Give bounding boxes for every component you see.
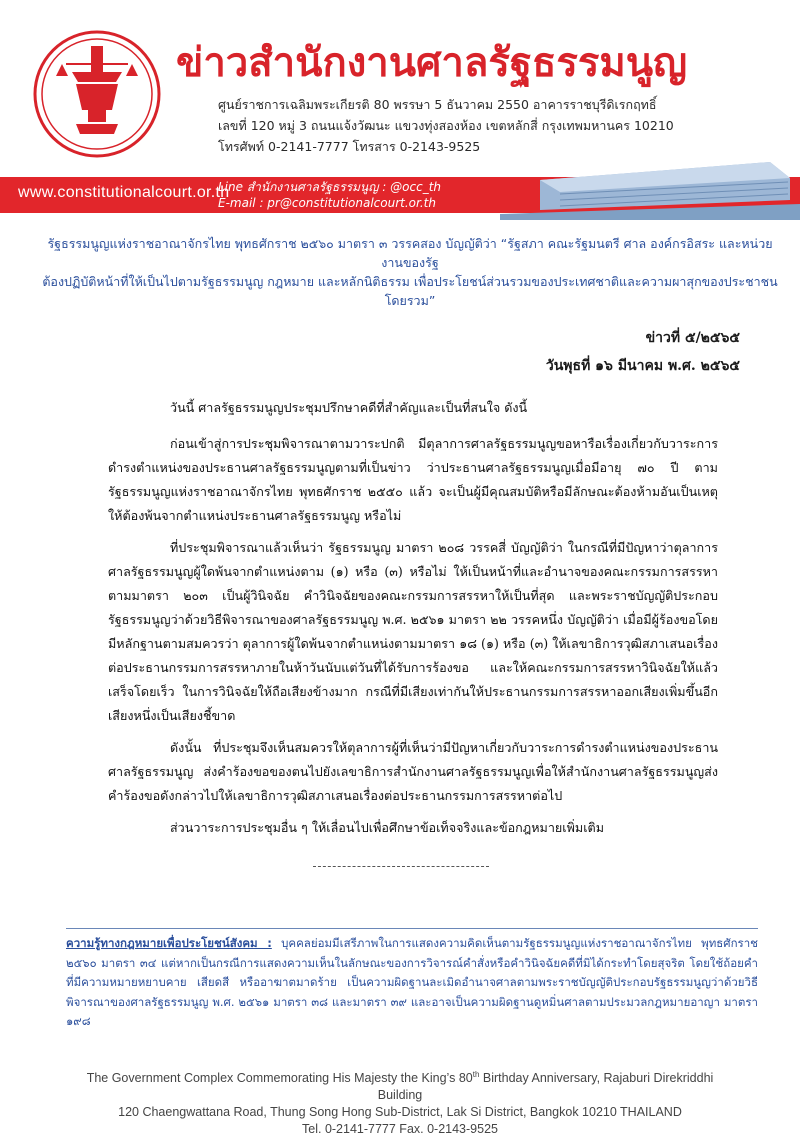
email-address[interactable]: E-mail : pr@constitutionalcourt.or.th xyxy=(218,196,436,210)
section-divider xyxy=(313,866,489,867)
body-paragraph-5: ส่วนวาระการประชุมอื่น ๆ ให้เลื่อนไปเพื่อศึกษาข้อเท็จจริงและข้อกฎหมายเพิ่มเติม xyxy=(170,820,604,835)
footer-line-1-a: The Government Complex Commemorating His Majesty the King’s 80 xyxy=(86,1071,473,1086)
news-number: ข่าวที่ ๕/๒๕๖๕ xyxy=(645,330,740,346)
body-paragraph-2: ก่อนเข้าสู่การประชุมพิจารณาตามวาระปกติ มีตุลาการศาลรัฐธรรมนูญขอหารือเรื่องเกี่ยวกับวาระการดำรงตำแหน่งของประธานศาลรัฐธรรมนูญตามที่เป็นข่าว ว่าประธานศาลรัฐธรรมนูญเมื่อมีอายุ ๗๐ ปี ตามรัฐธรรมนูญแห่งราชอาณาจักรไทย พุทธศักราช ๒๕๕๐ แล้ว จะเป็นผู้มีคุณสมบัติหรือมีลักษณะต้องห้ามอันเป็นเหตุให้ต้องพ้นจากตำแหน่งประธานศาลรัฐธรรมนูญ หรือไม่ xyxy=(108,436,718,523)
footer-line-1 xyxy=(70,1066,730,1104)
address-line-1: ศูนย์ราชการเฉลิมพระเกียรติ 80 พรรษา 5 ธันวาคม 2550 อาคารราชบุรีดิเรกฤทธิ์ xyxy=(218,97,657,112)
footer-line-3: Tel. 0-2141-7777 Fax. 0-2143-9525 xyxy=(302,1122,498,1137)
court-building-image xyxy=(500,140,800,220)
news-body xyxy=(108,396,718,848)
footnote-text: บุคคลย่อมมีเสรีภาพในการแสดงความคิดเห็นตามรัฐธรรมนูญแห่งราชอาณาจักรไทย พุทธศักราช ๒๕๖๐ มาตรา ๓๔ แต่หากเป็นกรณีการแสดงความเห็นในลักษณะของการวิจารณ์คำสั่งหรือคำวินิจฉัยคดีที่มิได้กระทำโดยสุจริต โดยใช้ถ้อยคำที่มีความหมายหยาบคาย เสียดสี หรืออาฆาตมาดร้าย เป็นความผิดฐานละเมิดอำนาจศาลตามพระราชบัญญัติประกอบรัฐธรรมนูญว่าด้วยวิธีพิจารณาของศาลรัฐธรรมนูญ พ.ศ. ๒๕๖๑ มาตรา ๓๘ และมาตรา ๓๙ และอาจเป็นความผิดฐานดูหมิ่นศาลตามประมวลกฎหมายอาญา มาตรา ๑๙๘ xyxy=(66,936,758,1028)
address-line-2: เลขที่ 120 หมู่ 3 ถนนแจ้งวัฒนะ แขวงทุ่งสองห้อง เขตหลักสี่ กรุงเทพมหานคร 10210 xyxy=(218,118,674,133)
body-paragraph-1: วันนี้ ศาลรัฐธรรมนูญประชุมปรึกษาคดีที่สำคัญและเป็นที่สนใจ ดังนี้ xyxy=(170,400,528,415)
constitution-quote xyxy=(40,234,780,310)
footer-line-1-b: Birthday Anniversary, Rajaburi Direkriddhi Building xyxy=(377,1071,714,1103)
footnote-rule xyxy=(66,928,758,929)
footer-line-2: 120 Chaengwattana Road, Thung Song Hong Sub-District, Lak Si District, Bangkok 10210 THAILAND xyxy=(118,1105,682,1120)
court-seal-logo xyxy=(32,24,162,174)
news-meta xyxy=(546,324,740,380)
footnote-label: ความรู้ทางกฎหมายเพื่อประโยชน์สังคม : xyxy=(66,936,272,950)
website-link[interactable]: www.constitutionalcourt.or.th xyxy=(18,184,230,201)
line-id: Line สำนักงานศาลรัฐธรรมนูญ : @occ_th xyxy=(218,180,442,194)
org-name-title: ข่าวสำนักงานศาลรัฐธรรมนูญ xyxy=(176,39,688,86)
page-footer xyxy=(70,1066,730,1138)
constitution-quote-line-2: ต้องปฏิบัติหน้าที่ให้เป็นไปตามรัฐธรรมนูญ กฎหมาย และหลักนิติธรรม เพื่อประโยชน์ส่วนรวมของประเทศชาติและความผาสุกของประชาชนโดยรวม” xyxy=(42,274,778,308)
phone-fax: โทรศัพท์ 0-2141-7777 โทรสาร 0-2143-9525 xyxy=(218,139,481,154)
footer-superscript: th xyxy=(472,1070,480,1079)
contact-lines xyxy=(218,179,441,211)
news-date: วันพุธที่ ๑๖ มีนาคม พ.ศ. ๒๕๖๕ xyxy=(545,358,740,374)
legal-footnote xyxy=(66,934,758,1032)
body-paragraph-4: ดังนั้น ที่ประชุมจึงเห็นสมควรให้ตุลาการผู้ที่เห็นว่ามีปัญหาเกี่ยวกับวาระการดำรงตำแหน่งของประธานศาลรัฐธรรมนูญ ส่งคำร้องขอของตนไปยังเลขาธิการสำนักงานศาลรัฐธรรมนูญเพื่อให้สำนักงานศาลรัฐธรรมนูญส่งคำร้องขอดังกล่าวไปให้เลขาธิการวุฒิสภาเสนอเรื่องต่อประธานกรรมการสรรหาต่อไป xyxy=(108,740,718,803)
body-paragraph-3: ที่ประชุมพิจารณาแล้วเห็นว่า รัฐธรรมนูญ มาตรา ๒๐๘ วรรคสี่ บัญญัติว่า ในกรณีที่มีปัญหาว่าตุลาการศาลรัฐธรรมนูญผู้ใดพ้นจากตำแหน่งตาม (๑) หรือ (๓) หรือไม่ ให้เป็นหน้าที่และอำนาจของคณะกรรมการสรรหาตามมาตรา ๒๐๓ เป็นผู้วินิจฉัย คำวินิจฉัยของคณะกรรมการสรรหาให้เป็นที่สุด และพระราชบัญญัติประกอบรัฐธรรมนูญว่าด้วยวิธีพิจารณาของศาลรัฐธรรมนูญ พ.ศ. ๒๕๖๑ มาตรา ๒๒ วรรคหนึ่ง บัญญัติว่า เมื่อมีผู้ร้องขอโดยมีหลักฐานตามสมควรว่า ตุลาการผู้ใดพ้นจากตำแหน่งตามมาตรา ๑๘ (๑) หรือ (๓) ให้เลขาธิการวุฒิสภาเสนอเรื่องต่อประธานกรรมการสรรหาภายในห้าวันนับแต่วันที่ได้รับการร้องขอ และให้คณะกรรมการสรรหาวินิจฉัยให้แล้วเสร็จโดยเร็ว ในการวินิจฉัยให้ถือเสียงข้างมาก กรณีที่มีเสียงเท่ากันให้ประธานกรรมการสรรหาออกเสียงเพิ่มขึ้นอีกเสียงหนึ่งเป็นเสียงชี้ขาด xyxy=(108,540,718,723)
constitution-quote-line-1: รัฐธรรมนูญแห่งราชอาณาจักรไทย พุทธศักราช ๒๕๖๐ มาตรา ๓ วรรคสอง บัญญัติว่า “รัฐสภา คณะรัฐมนตรี ศาล องค์กรอิสระ และหน่วยงานของรัฐ xyxy=(47,236,773,270)
